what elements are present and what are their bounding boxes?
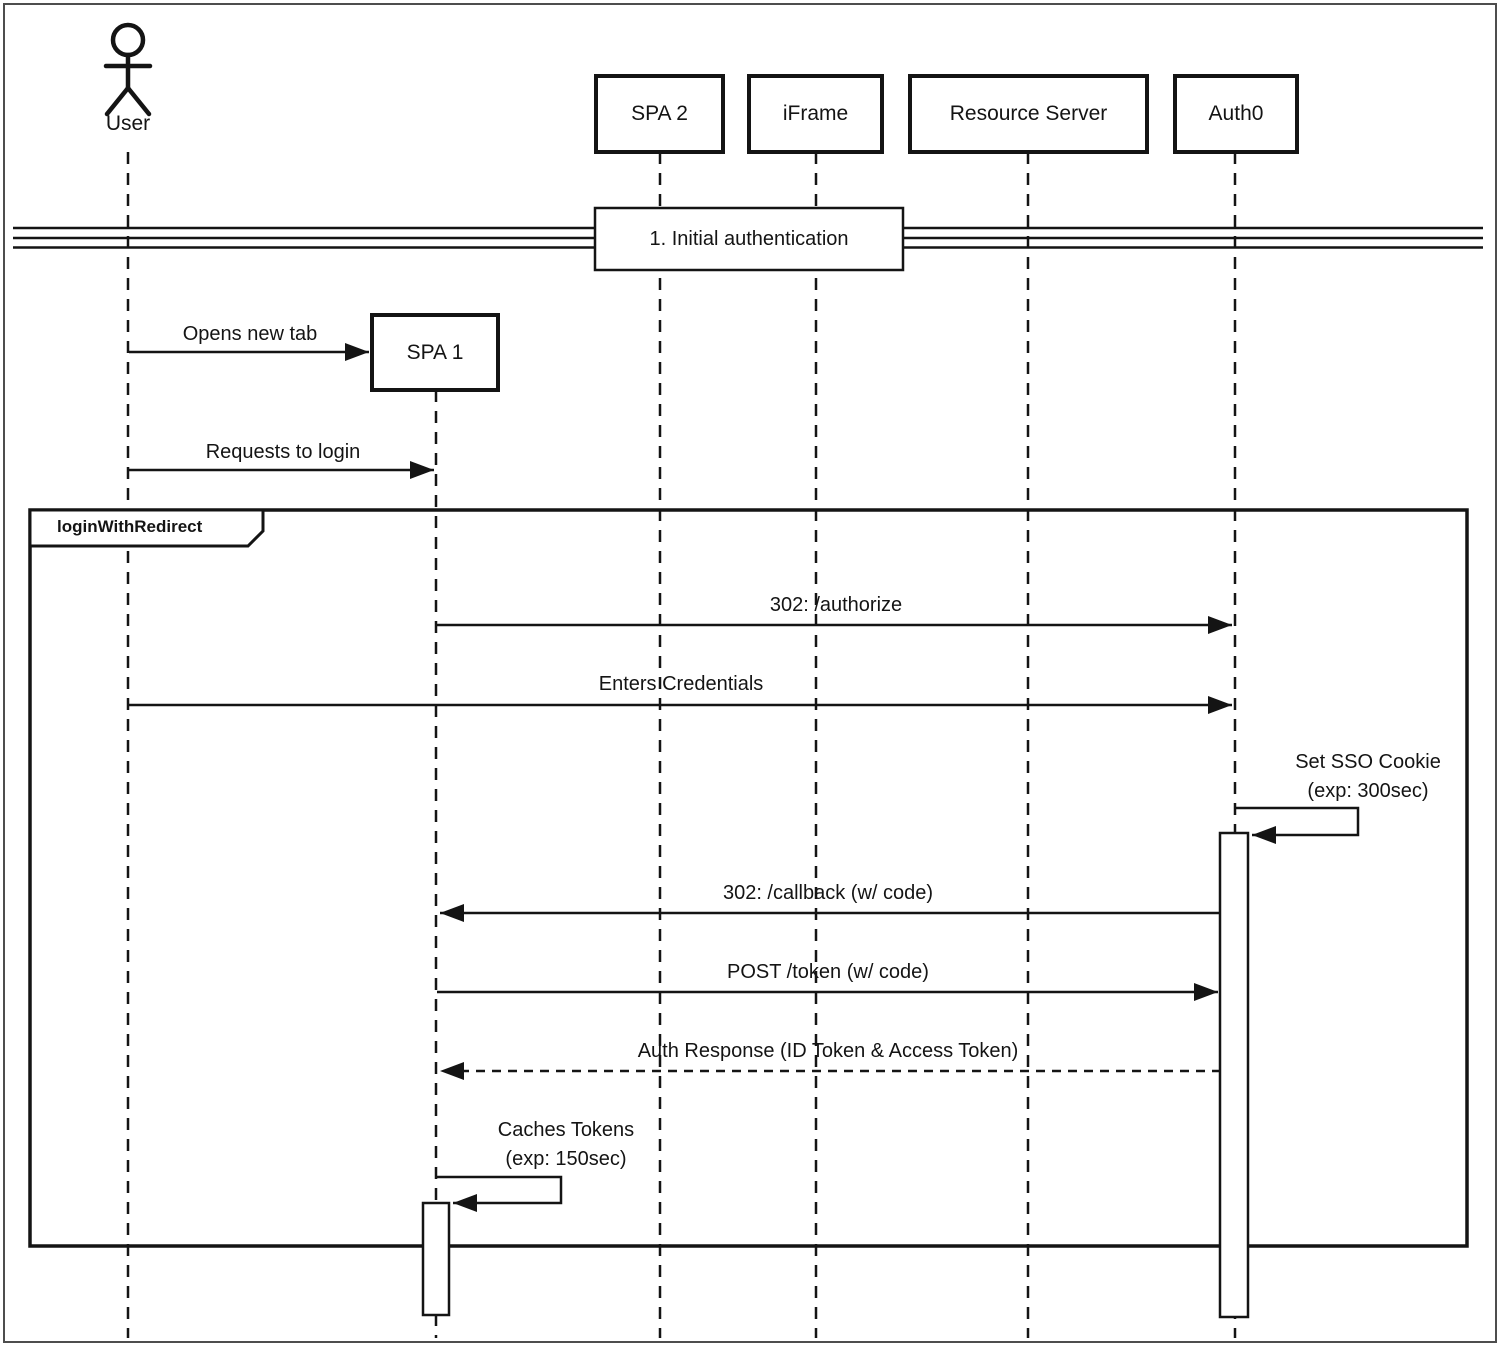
user-actor-icon bbox=[106, 25, 150, 114]
message-auth-response: Auth Response (ID Token & Access Token) bbox=[637, 1040, 1019, 1062]
banner-label: 1. Initial authentication bbox=[649, 227, 849, 250]
message-requests-to-login: Requests to login bbox=[205, 441, 361, 463]
participant-label-resource-server: Resource Server bbox=[949, 102, 1108, 125]
frame-border bbox=[30, 510, 1467, 1246]
auth0-activation-bar bbox=[1220, 833, 1248, 1317]
message-caches-tokens-line2: (exp: 150sec) bbox=[505, 1148, 627, 1170]
participant-label-user: User bbox=[105, 112, 151, 135]
message-opens-new-tab: Opens new tab bbox=[182, 323, 318, 345]
message-set-sso-cookie-line2: (exp: 300sec) bbox=[1307, 780, 1429, 802]
participant-label-auth0: Auth0 bbox=[1208, 102, 1264, 125]
message-authorize: 302: /authorize bbox=[769, 594, 903, 616]
participant-label-spa1: SPA 1 bbox=[406, 340, 464, 364]
message-set-sso-cookie-line1: Set SSO Cookie bbox=[1295, 751, 1441, 773]
participant-label-iframe: iFrame bbox=[782, 102, 849, 125]
frame-label: loginWithRedirect bbox=[57, 517, 203, 536]
message-caches-tokens bbox=[498, 1116, 634, 1174]
message-post-token: POST /token (w/ code) bbox=[727, 961, 929, 983]
loop-set-sso-cookie bbox=[1235, 808, 1358, 835]
spa1-activation-bar bbox=[423, 1203, 449, 1315]
message-enters-credentials: Enters Credentials bbox=[598, 673, 764, 695]
message-set-sso-cookie bbox=[1295, 748, 1441, 806]
message-callback: 302: /callback (w/ code) bbox=[722, 882, 934, 904]
message-caches-tokens-line1: Caches Tokens bbox=[497, 1119, 635, 1141]
participant-label-spa2: SPA 2 bbox=[631, 102, 688, 125]
loop-caches-tokens bbox=[436, 1177, 561, 1203]
